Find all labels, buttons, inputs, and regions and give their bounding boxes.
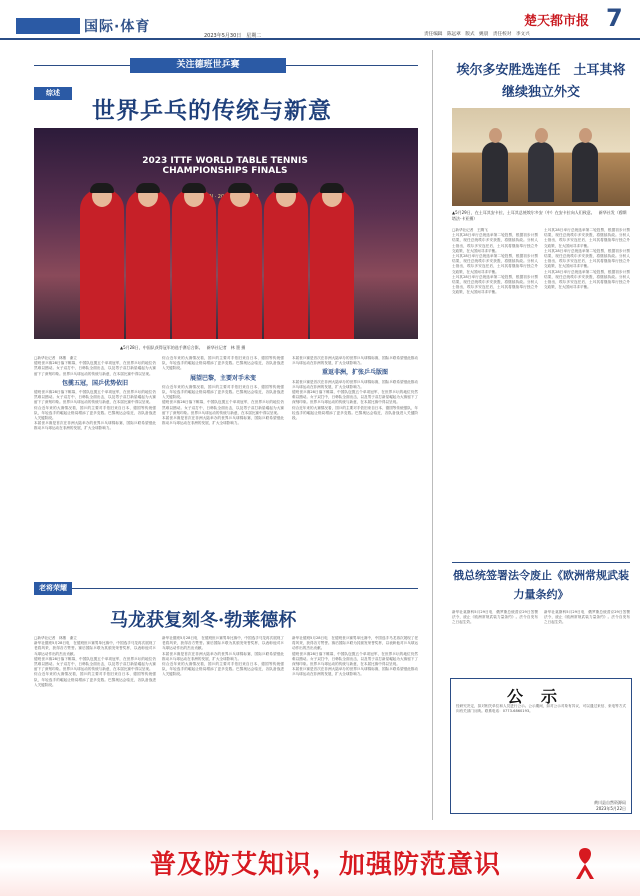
paragraph: 德班世乒赛28日落下帷幕，中国队包揽五个单项冠军，在世界乒坛的地位仍然难以撼动。女子双打中，日韩队全面出击，以及男子双打新星崛起为大赛留下了深刻印象。世界乒乓球运动的传统与新意，在本届比赛中得以呈现。: [34, 361, 156, 376]
paragraph: 德班世乒赛28日落下帷幕，中国队包揽五个单项冠军，在世界乒坛的地位仍然难以撼动。女子双打中，日韩队全面出击，以及男子双打新星崛起为大赛留下了深刻印象。世界乒乓球运动的传统与新意，在本届比赛中得以呈现。: [292, 390, 418, 405]
photo-banner: 2023 ITTF WORLD TABLE TENNIS CHAMPIONSHIPS FINALS: [142, 156, 308, 176]
subhead: 包揽五冠，国乒优势依旧: [61, 379, 128, 387]
paragraph: 经研究决定，拟对相关单位和人员进行公示。公示期间，如对公示对象有异议，可以通过来信、来电等方式向有关部门反映。联系电话：0773-6860193。: [456, 704, 626, 714]
notice-footer: [540, 800, 626, 812]
paragraph: 本届世乒赛是首次在非洲大陆举办的世界乒乓球锦标赛，国际乒联希望借此推动乒乓球运动在非洲的发展，扩大全球影响力。: [292, 379, 418, 389]
paragraph: 本届世乒赛是首次在非洲大陆举办的世界乒乓球锦标赛，国际乒联希望借此推动乒乓球运动在非洲的发展，扩大全球影响力。: [292, 667, 418, 677]
headline: 俄总统签署法令废止《欧洲常规武装力量条约》: [453, 569, 629, 601]
article-column: [34, 636, 156, 822]
headline: 马龙获复刻冬·勃莱德杯: [110, 610, 297, 631]
headline: 埃尔多安胜选连任 土耳其将继续独立外交: [456, 63, 626, 100]
notice-body: [456, 704, 626, 796]
issue-date: 2023年5月30日 星期二: [204, 33, 262, 39]
paragraph: 综合近年来的大赛情况看，国乒的主要对手依旧来自日本、德国等传统强队，年轻选手的崛起让格局增添了更多变数。巴黎奥运会临近，各队备战进入关键阶段。: [162, 662, 284, 677]
notice-signer: 黄川县自然资源局: [594, 800, 626, 805]
article-column: [292, 636, 418, 822]
divider: [34, 65, 130, 66]
feature-banner: 关注德班世乒赛: [130, 58, 286, 73]
red-ribbon-icon: [572, 846, 598, 880]
player-figure: [126, 189, 170, 339]
section-title: 国际·体育: [84, 19, 151, 35]
psa-text: 普及防艾知识，加强防范意识: [150, 850, 502, 880]
section-bar: [16, 18, 80, 34]
paragraph: 本届世乒赛是首次在非洲大陆举办的世界乒乓球锦标赛，国际乒联希望借此推动乒乓球运动在非洲的发展，扩大全球影响力。: [162, 651, 284, 661]
notice-date: 2023年5月22日: [596, 806, 626, 811]
paragraph: 德班世乒赛28日落下帷幕，中国队包揽五个单项冠军，在世界乒坛的地位仍然难以撼动。女子双打中，日韩队全面出击，以及男子双打新星崛起为大赛留下了深刻印象。世界乒乓球运动的传统与新意，在本届比赛中得以呈现。: [292, 651, 418, 667]
paragraph: 新华社德班5月28日电 在德班世乒赛男单比赛中，中国选手马龙再次展现了老将风采，获得各方赞誉。赛后国际乒联为其颁发荣誉奖杯，以表彰他对乒乓球运动作出的杰出贡献。: [292, 636, 418, 651]
photo-banner-sub: ·: [214, 194, 217, 200]
paragraph: 德班世乒赛28日落下帷幕，中国队包揽五个单项冠军，在世界乒坛的地位仍然难以撼动。女子双打中，日韩队全面出击，以及男子双打新星崛起为大赛留下了深刻印象。世界乒乓球运动的传统与新意，在本届比赛中得以呈现。: [162, 400, 284, 415]
paragraph: 综合近年来的大赛情况看，国乒的主要对手依旧来自日本、德国等传统强队，年轻选手的崛起让格局增添了更多变数。巴黎奥运会临近，各队备战进入关键阶段。: [162, 384, 284, 400]
paragraph: 新华社德班5月28日电 在德班世乒赛男单比赛中，中国选手马龙再次展现了老将风采，获得各方赞誉。赛后国际乒联为其颁发荣誉奖杯，以表彰他对乒乓球运动作出的杰出贡献。: [34, 641, 156, 656]
news-photo: [452, 108, 630, 206]
article-column: [292, 356, 418, 576]
paragraph: 德班世乒赛28日落下帷幕，中国队包揽五个单项冠军，在世界乒坛的地位仍然难以撼动。女子双打中，日韩队全面出击，以及男子双打新星崛起为大赛留下了深刻印象。世界乒乓球运动的传统与新意，在本届比赛中得以呈现。: [34, 656, 156, 672]
person-figure: [572, 142, 598, 202]
paragraph: 新华社莫斯科5月29日电 俄罗斯总统普京29日签署法令，废止《欧洲常规武装力量条约》。法令自发布之日起生效。: [452, 610, 538, 625]
paragraph: 综合近年来的大赛情况看，国乒的主要对手依旧来自日本、德国等传统强队，年轻选手的崛起让格局增添了更多变数。巴黎奥运会临近，各队备战进入关键阶段。: [292, 405, 418, 421]
article-column: [34, 356, 156, 576]
article-column: [452, 610, 538, 672]
article-column: [162, 356, 284, 576]
column-divider: [432, 50, 433, 820]
paragraph: 土耳其28日举行总统选举第二轮投票，根据初步计票结果，现任总统埃尔多安获胜，将继续执政。分析人士指出，埃尔多安连任后，土耳其将继续奉行独立外交政策，在大国间寻求平衡。: [452, 254, 538, 274]
paragraph: 土耳其28日举行总统选举第二轮投票，根据初步计票结果，现任总统埃尔多安获胜，将继续执政。分析人士指出，埃尔多安连任后，土耳其将继续奉行独立外交政策，在大国间寻求平衡。: [544, 269, 630, 290]
paragraph: 综合近年来的大赛情况看，国乒的主要对手依旧来自日本、德国等传统强队，年轻选手的崛起让格局增添了更多变数。巴黎奥运会临近，各队备战进入关键阶段。: [34, 405, 156, 421]
paragraph: 土耳其28日举行总统选举第二轮投票，根据初步计票结果，现任总统埃尔多安获胜，将继续执政。分析人士指出，埃尔多安连任后，土耳其将继续奉行独立外交政策，在大国间寻求平衡。: [452, 233, 538, 253]
divider: [286, 65, 418, 66]
paragraph: 土耳其28日举行总统选举第二轮投票，根据初步计票结果，现任总统埃尔多安获胜，将继续执政。分析人士指出，埃尔多安连任后，土耳其将继续奉行独立外交政策，在大国间寻求平衡。: [544, 228, 630, 248]
byline: □新华社记者 林墨 谢立: [34, 356, 77, 360]
article-tag: 综述: [34, 87, 72, 100]
player-figure: [310, 189, 354, 339]
psa-banner: [0, 830, 640, 896]
page-number: 7: [606, 4, 623, 32]
team-photo: [34, 128, 418, 339]
article-column: [162, 636, 284, 822]
paragraph: 综合近年来的大赛情况看，国乒的主要对手依旧来自日本、德国等传统强队，年轻选手的崛起让格局增添了更多变数。巴黎奥运会临近，各队备战进入关键阶段。: [34, 672, 156, 687]
person-figure: [528, 142, 554, 202]
paragraph: 土耳其28日举行总统选举第二轮投票，根据初步计票结果，现任总统埃尔多安获胜，将继续执政。分析人士指出，埃尔多安连任后，土耳其将继续奉行独立外交政策，在大国间寻求平衡。: [544, 248, 630, 269]
player-figure: [172, 189, 216, 339]
headline: 世界乒乓的传统与新意: [92, 97, 332, 124]
article-column: [544, 228, 630, 558]
editor-credits: 责任编辑 陈远翠 版式 姚晨 责任校对 李文兴: [424, 32, 530, 37]
player-figure: [80, 189, 124, 339]
subhead: 展望巴黎，主要对手未变: [189, 374, 256, 382]
newspaper-logo: 楚天都市报: [524, 14, 590, 29]
article-column: [452, 228, 538, 558]
divider: [452, 562, 630, 563]
photo-caption: ▲5月29日，在土耳其安卡拉，土耳其总统埃尔多安（中）在安卡拉向人们致意。 新华社发（穆斯塔法·卡亚摄）: [452, 210, 627, 221]
paragraph: 本届世乒赛是首次在非洲大陆举办的世界乒乓球锦标赛，国际乒联希望借此推动乒乓球运动在非洲的发展，扩大全球影响力。: [292, 356, 418, 366]
person-figure: [482, 142, 508, 202]
divider: [72, 588, 418, 589]
player-figure: [264, 189, 308, 339]
article-column: [544, 610, 630, 672]
subhead: 重返非洲，扩张乒乓版图: [321, 369, 388, 377]
paragraph: 土耳其28日举行总统选举第二轮投票，根据初步计票结果，现任总统埃尔多安获胜，将继续执政。分析人士指出，埃尔多安连任后，土耳其将继续奉行独立外交政策，在大国间寻求平衡。: [452, 274, 538, 295]
byline: □新华社记者 王腾飞: [452, 228, 488, 232]
paragraph: 新华社德班5月28日电 在德班世乒赛男单比赛中，中国选手马龙再次展现了老将风采，获得各方赞誉。赛后国际乒联为其颁发荣誉奖杯，以表彰他对乒乓球运动作出的杰出贡献。: [162, 636, 284, 651]
paragraph: 本届世乒赛是首次在非洲大陆举办的世界乒乓球锦标赛，国际乒联希望借此推动乒乓球运动在非洲的发展，扩大全球影响力。: [34, 421, 156, 431]
article-tag: 老将荣耀: [34, 582, 72, 595]
paragraph: 新华社莫斯科5月29日电 俄罗斯总统普京29日签署法令，废止《欧洲常规武装力量条约》。法令自发布之日起生效。: [544, 610, 630, 625]
paragraph: 本届世乒赛是首次在非洲大陆举办的世界乒乓球锦标赛，国际乒联希望借此推动乒乓球运动在非洲的发展，扩大全球影响力。: [162, 416, 284, 426]
page-header: [0, 0, 640, 40]
byline: □新华社记者 林墨 谢立: [34, 636, 77, 640]
paragraph: 综合近年来的大赛情况看，国乒的主要对手依旧来自日本、德国等传统强队，年轻选手的崛起让格局增添了更多变数。巴黎奥运会临近，各队备战进入关键阶段。: [162, 356, 284, 371]
photo-caption: ▲5月28日，中国队获得冠军的选手赛后合影。 新华社记者 林 墨 摄: [120, 345, 246, 350]
paragraph: 德班世乒赛28日落下帷幕，中国队包揽五个单项冠军，在世界乒坛的地位仍然难以撼动。女子双打中，日韩队全面出击，以及男子双打新星崛起为大赛留下了深刻印象。世界乒乓球运动的传统与新意，在本届比赛中得以呈现。: [34, 390, 156, 405]
player-figure: [218, 189, 262, 339]
notice-title: 公示: [506, 687, 575, 706]
